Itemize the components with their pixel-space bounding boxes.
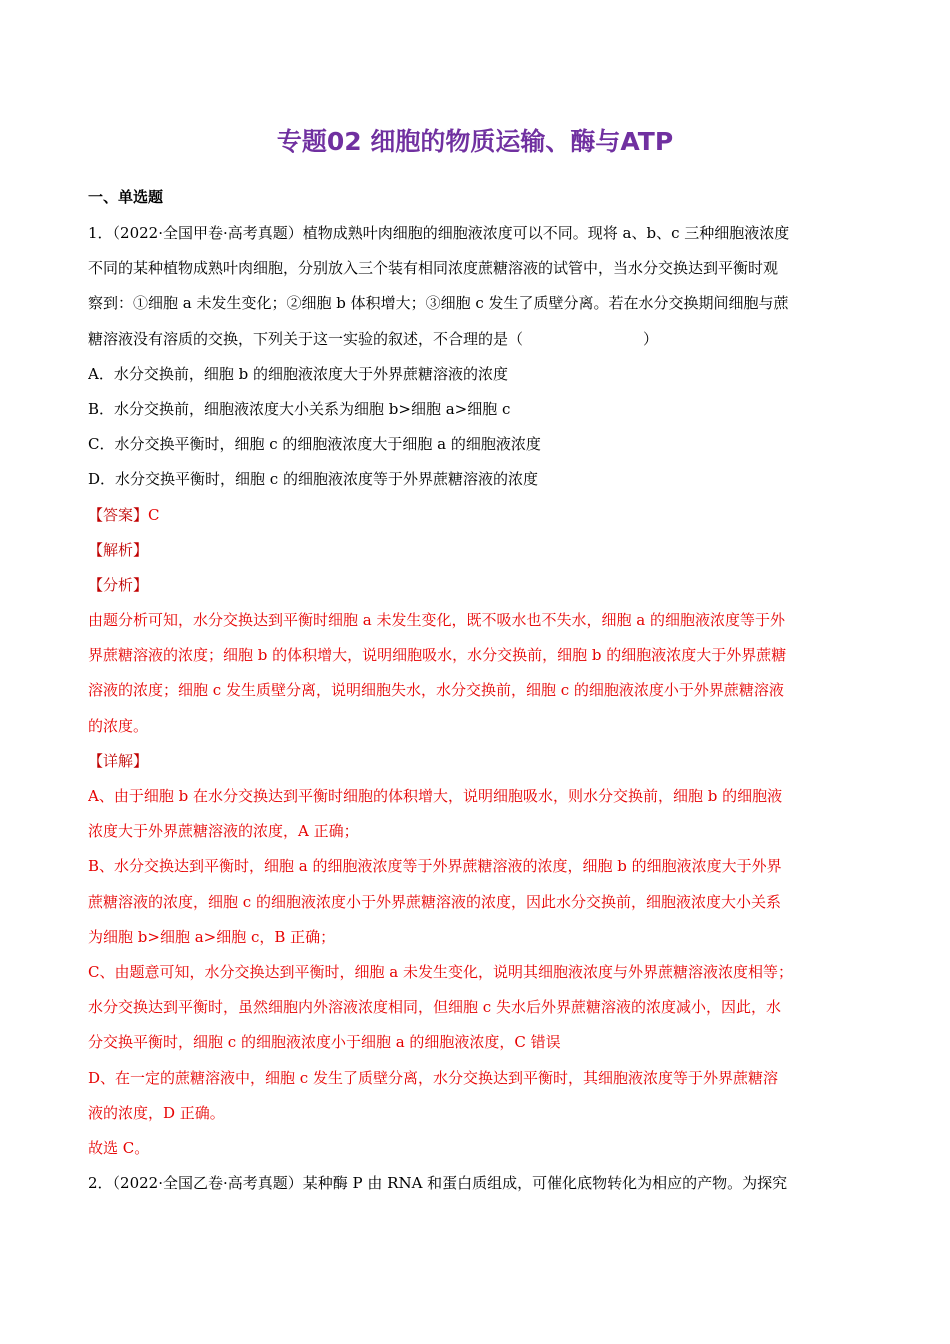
xiangjie-line: 蔗糖溶液的浓度，细胞 c 的细胞液浓度小于外界蔗糖溶液的浓度，因此水分交换前，细胞液浓度大小关系 — [88, 892, 781, 911]
answer-label: 【答案】 — [88, 505, 149, 524]
xiangjie-line: 浓度大于外界蔗糖溶液的浓度，A 正确； — [88, 822, 359, 841]
fenxi-line: 的浓度。 — [88, 716, 149, 735]
jiexi-label: 【解析】 — [88, 540, 149, 559]
option-b: B．水分交换前，细胞液浓度大小关系为细胞 b>细胞 a>细胞 c — [88, 399, 511, 418]
fenxi-line: 界蔗糖溶液的浓度；细胞 b 的体积增大，说明细胞吸水，水分交换前，细胞 b 的细胞液浓度大于外界蔗糖 — [88, 646, 787, 665]
xiangjie-line: B、水分交换达到平衡时，细胞 a 的细胞液浓度等于外界蔗糖溶液的浓度，细胞 b 的细胞液浓度大于外界 — [88, 857, 782, 876]
section-heading: 一、单选题 — [88, 188, 164, 206]
question-1-stem-line — [88, 322, 863, 357]
xiangjie-line: A、由于细胞 b 在水分交换达到平衡时细胞的体积增大，说明细胞吸水，则水分交换前，细胞 b 的细胞液 — [88, 787, 783, 805]
xiangjie-line: 水分交换达到平衡时，虽然细胞内外溶液浓度相同，但细胞 c 失水后外界蔗糖溶液的浓度减小，因此，水 — [88, 998, 781, 1017]
xiangjie-line: 为细胞 b>细胞 a>细胞 c，B 正确； — [88, 927, 336, 946]
answer-line — [88, 498, 863, 533]
fenxi-line: 由题分析可知，水分交换达到平衡时细胞 a 未发生变化，既不吸水也不失水，细胞 a 的细胞液浓度等于外 — [88, 611, 785, 630]
question-1-stem-line: 不同的某种植物成熟叶肉细胞，分别放入三个装有相同浓度蔗糖溶液的试管中，当水分交换达到平衡时观 — [88, 259, 779, 278]
question-1-stem-close: ） — [643, 329, 659, 348]
question-1-stem-line: 1．（2022·全国甲卷·高考真题）植物成熟叶肉细胞的细胞液浓度可以不同。现将 a、b、c 三种细胞液浓度 — [88, 224, 790, 242]
answer-value: C — [148, 505, 160, 524]
question-1-stem-line: 察到：①细胞 a 未发生变化；②细胞 b 体积增大；③细胞 c 发生了质壁分离。若在水分交换期间细胞与蔗 — [88, 294, 789, 313]
page-title: 专题02 细胞的物质运输、酶与ATP — [276, 127, 674, 156]
fenxi-label: 【分析】 — [88, 575, 149, 594]
option-c: C．水分交换平衡时，细胞 c 的细胞液浓度大于细胞 a 的细胞液浓度 — [88, 435, 541, 454]
question-1-stem-text: 糖溶液没有溶质的交换，下列关于这一实验的叙述，不合理的是（ — [88, 329, 524, 348]
xiangjie-label: 【详解】 — [88, 751, 149, 770]
xiangjie-line: 液的浓度，D 正确。 — [88, 1103, 225, 1122]
xiangjie-line: D、在一定的蔗糖溶液中，细胞 c 发生了质壁分离，水分交换达到平衡时，其细胞液浓度等于外界蔗糖溶 — [88, 1068, 778, 1087]
document-body — [88, 216, 863, 1201]
xiangjie-line: 分交换平衡时，细胞 c 的细胞液浓度小于细胞 a 的细胞液浓度，C 错误 — [88, 1033, 561, 1052]
question-2-stem-line: 2．（2022·全国乙卷·高考真题）某种酶 P 由 RNA 和蛋白质组成，可催化底物转化为相应的产物。为探究 — [88, 1174, 788, 1193]
conclusion: 故选 C。 — [88, 1138, 150, 1157]
fenxi-line: 溶液的浓度；细胞 c 发生质壁分离，说明细胞失水，水分交换前，细胞 c 的细胞液浓度小于外界蔗糖溶液 — [88, 681, 784, 700]
xiangjie-line: C、由题意可知，水分交换达到平衡时，细胞 a 未发生变化，说明其细胞液浓度与外界蔗糖溶液浓度相等； — [88, 962, 793, 981]
option-a: A．水分交换前，细胞 b 的细胞液浓度大于外界蔗糖溶液的浓度 — [88, 364, 508, 383]
option-d: D．水分交换平衡时，细胞 c 的细胞液浓度等于外界蔗糖溶液的浓度 — [88, 470, 538, 489]
